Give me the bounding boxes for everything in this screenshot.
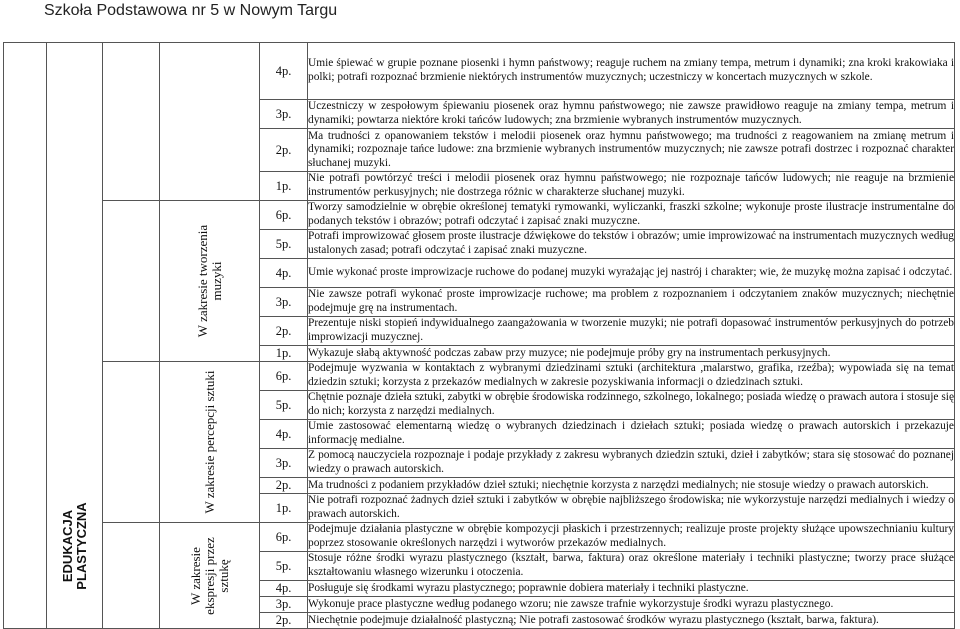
grade-cell: 3p.: [260, 288, 308, 317]
grade-cell: 1p.: [260, 494, 308, 523]
grade-cell: 5p.: [260, 552, 308, 581]
category-cell: [160, 362, 260, 523]
category-cell: [160, 201, 260, 362]
category-label: W zakresie ekspresji przez sztukę: [187, 536, 231, 615]
criteria-text: Niechętnie podejmuje działalność plastyczną; Nie potrafi zastosować środków wyrazu plastycznego (kształt, barwa, faktura).: [308, 613, 955, 629]
criteria-text: Ma trudności z podaniem przykładów dzieł sztuki; niechętnie korzysta z narzędzi medialnych; nie stosuje wiedzy o prawach autorskich.: [308, 478, 955, 494]
grade-cell: 1p.: [260, 172, 308, 201]
grade-cell: 4p.: [260, 43, 308, 100]
table-row: [4, 201, 955, 230]
grade-cell: 4p.: [260, 581, 308, 597]
grading-criteria-table: [3, 42, 955, 629]
criteria-text: Wykonuje prace plastyczne według podanego wzoru; nie zawsze trafnie wykorzystuje środki wyrazu plastycznego.: [308, 597, 955, 613]
criteria-text: Umie śpiewać w grupie poznane piosenki i hymn państwowy; reaguje ruchem na zmiany tempa, metrum i dynamiki; zna kroki krakowiaka i polki; potrafi rozpoznać brzmienie niektórych instrumentów muzycznych; uczestniczy w koncertach muzycznych w szkole.: [308, 43, 955, 100]
table-row: [4, 362, 955, 391]
category-label: W zakresie percepcji sztuki: [201, 370, 217, 514]
grade-cell: 2p.: [260, 478, 308, 494]
page-title: Szkoła Podstawowa nr 5 w Nowym Targu: [44, 2, 338, 19]
criteria-text: Uczestniczy w zespołowym śpiewaniu piosenek oraz hymnu państwowego; nie zawsze prawidłowo reaguje na zmiany tempa, metrum i dynamiki; powtarza niektóre kroki tańców ludowych; zna brzmienie wybranych instrumentów muzycznych.: [308, 100, 955, 129]
grade-cell: 2p.: [260, 129, 308, 172]
criteria-text: Umie zastosować elementarną wiedzę o wybranych dziedzinach i dziełach sztuki; posiada wiedzę o prawach autorskich i przekazuje informację medialne.: [308, 420, 955, 449]
criteria-text: Nie zawsze potrafi wykonać proste improwizacje ruchowe; ma problem z rozpoznaniem i odczytaniem znaków muzycznych; niechętnie podejmuje grę na instrumentach.: [308, 288, 955, 317]
criteria-text: Wykazuje słabą aktywność podczas zabaw przy muzyce; nie podejmuje próby gry na instrumentach perkusyjnych.: [308, 346, 955, 362]
table-row: [4, 43, 955, 100]
grade-cell: 5p.: [260, 230, 308, 259]
grade-cell: 3p.: [260, 597, 308, 613]
criteria-text: Umie wykonać proste improwizacje ruchowe do podanej muzyki wyrażając jej nastrój i charakter; wie, że muzykę można zapisać i odczytać.: [308, 259, 955, 288]
criteria-text: Chętnie poznaje dzieła sztuki, zabytki w obrębie środowiska rodzinnego, szkolnego, lokalnego; posiada wiedzę o prawach autora i stosuje się do nich; korzysta z narzędzi medialnych.: [308, 391, 955, 420]
criteria-text: Podejmuje działania plastyczne w obrębie kompozycji płaskich i przestrzennych; realizuje proste projekty służące upowszechnianiu kultury poprzez stosowanie określonych narzędzi i wytworów przekazów medialnych.: [308, 523, 955, 552]
criteria-text: Posługuje się środkami wyrazu plastycznego; poprawnie dobiera materiały i techniki plastyczne.: [308, 581, 955, 597]
criteria-text: Z pomocą nauczyciela rozpoznaje i podaje przykłady z zakresu wybranych dziedzin sztuki, dzieł i zabytków; stara się stosować do poznanej wiedzy o prawach autorskich.: [308, 449, 955, 478]
grade-cell: 3p.: [260, 449, 308, 478]
grade-cell: 2p.: [260, 613, 308, 629]
grade-cell: 4p.: [260, 259, 308, 288]
grade-cell: 5p.: [260, 391, 308, 420]
grade-cell: 6p.: [260, 362, 308, 391]
criteria-text: Nie potrafi powtórzyć treści i melodii piosenek oraz hymnu państwowego; nie rozpoznaje tańców ludowych; nie reaguje na brzmienie instrumentów perkusyjnych; nie dostrzega różnic w charakterze słuchanej muzyki.: [308, 172, 955, 201]
category-label: W zakresie tworzenia muzyki: [194, 224, 224, 338]
empty-cell: [4, 43, 47, 629]
criteria-text: Prezentuje niski stopień indywidualnego zaangażowania w tworzenie muzyki; nie potrafi dopasować instrumentów perkusyjnych do potrzeb improwizacji muzycznej.: [308, 317, 955, 346]
category-cell: [160, 523, 260, 629]
grade-cell: 6p.: [260, 201, 308, 230]
table-row: [4, 523, 955, 552]
main-category-label: EDUKACJA PLASTYCZNA: [59, 502, 89, 590]
criteria-text: Nie potrafi rozpoznać żadnych dzieł sztuki i zabytków w obrębie najbliższego środowiska; nie wykorzystuje narzędzi medialnych i wiedzy o prawach autorskich.: [308, 494, 955, 523]
empty-cell: [103, 201, 160, 362]
grade-cell: 2p.: [260, 317, 308, 346]
criteria-text: Tworzy samodzielnie w obrębie określonej tematyki rymowanki, wyliczanki, fraszki szkolne; wykonuje proste ilustracje instrumentalne do podanych tekstów i obrazów; potrafi odczytać i zapisać znaki muzyczne.: [308, 201, 955, 230]
empty-cell: [103, 43, 160, 201]
empty-cell: [160, 43, 260, 201]
empty-cell: [103, 523, 160, 629]
criteria-text: Podejmuje wyzwania w kontaktach z wybranymi dziedzinami sztuki (architektura ,malarstwo, grafika, rzeźba); wypowiada się na temat dziedzin sztuki; korzysta z przekazów medialnych w zakresie pozyskiwania informacji o dziedzinach sztuki.: [308, 362, 955, 391]
empty-cell: [103, 362, 160, 523]
main-category-cell: [47, 43, 103, 629]
grade-cell: 4p.: [260, 420, 308, 449]
criteria-text: Stosuje różne środki wyrazu plastycznego (kształt, barwa, faktura) oraz określone materiały i techniki plastyczne; tworzy prace służące kształtowaniu własnego wizerunku i otoczenia.: [308, 552, 955, 581]
grade-cell: 1p.: [260, 346, 308, 362]
grade-cell: 6p.: [260, 523, 308, 552]
criteria-text: Potrafi improwizować głosem proste ilustracje dźwiękowe do tekstów i obrazów; umie improwizować na instrumentach muzycznych według ustalonych zasad; potrafi odczytać i zapisać znaki muzyczne.: [308, 230, 955, 259]
criteria-text: Ma trudności z opanowaniem tekstów i melodii piosenek oraz hymnu państwowego; ma trudności z reagowaniem na zmianę metrum i dynamiki; rozpoznaje tańce ludowe: zna brzmienie wybranych instrumentów muzycznych; nie zawsze potrafi dostrzec i rozpoznać charakter słuchanej muzyki.: [308, 129, 955, 172]
grade-cell: 3p.: [260, 100, 308, 129]
